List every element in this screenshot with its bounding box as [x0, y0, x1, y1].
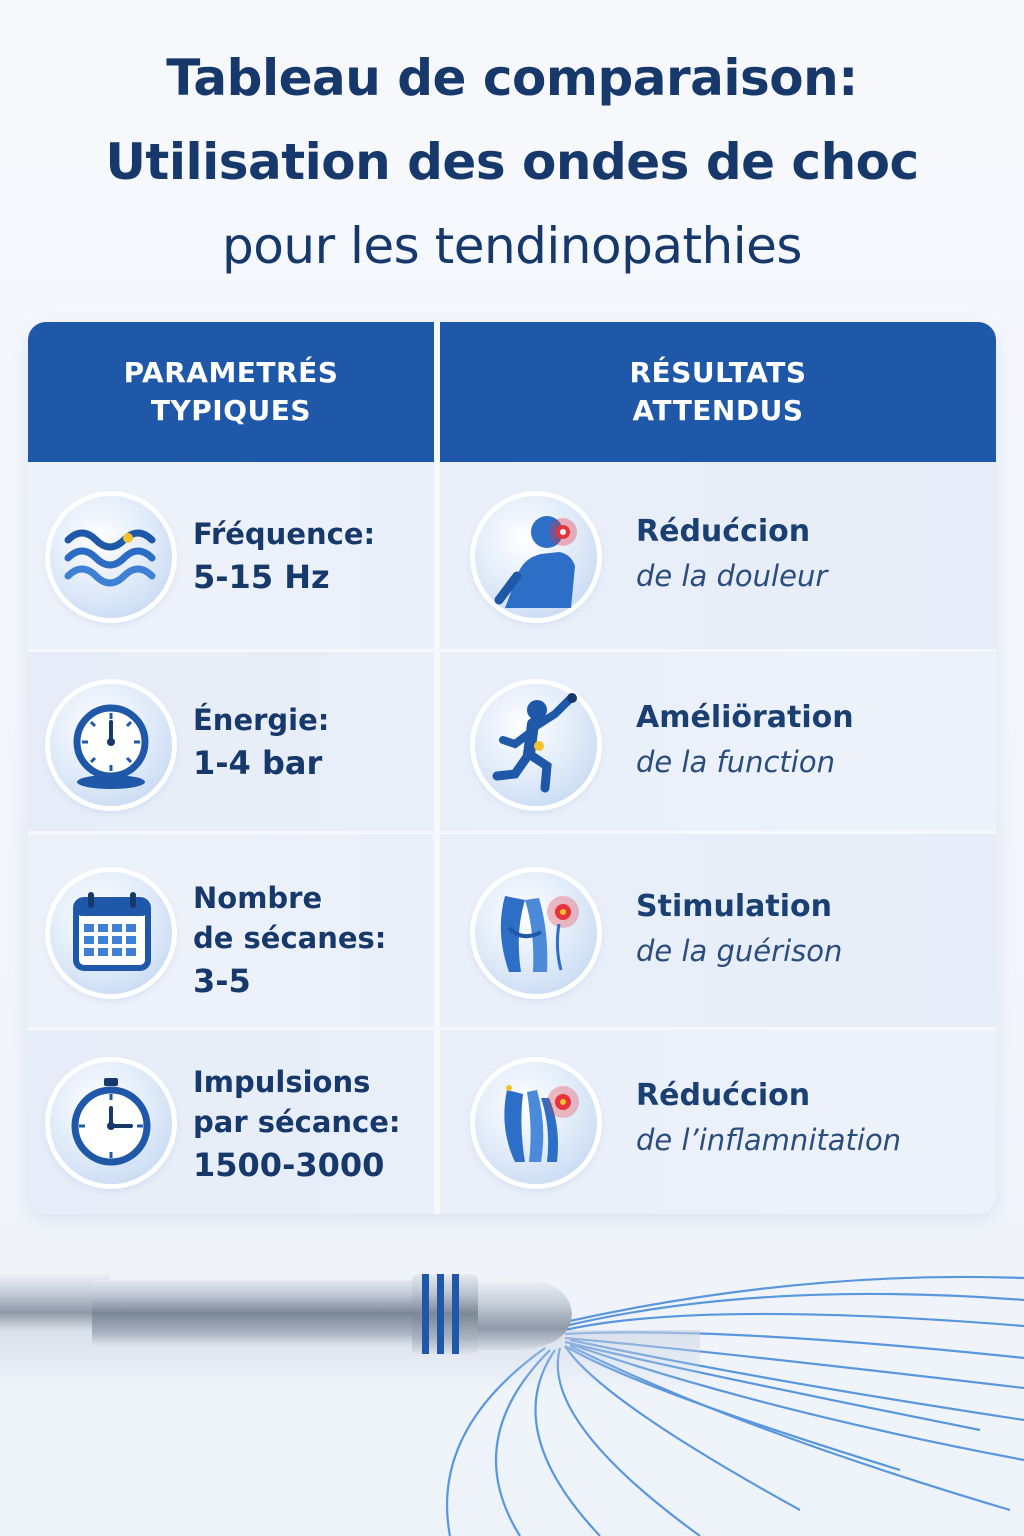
- title-line-2: Utilisation des ondes de choc: [105, 133, 919, 191]
- row-divider: [28, 1027, 996, 1030]
- result-subtitle: de la douleur: [636, 559, 828, 593]
- header-right-line-2: ATTENDUS: [632, 394, 804, 427]
- calendar-icon: [50, 872, 172, 994]
- parameter-label: Fŕéquence:: [193, 517, 376, 551]
- result-title: Stimulation: [636, 889, 832, 924]
- parameter-value: 5-15 Hz: [193, 558, 330, 596]
- result-function-improvement: [636, 696, 854, 784]
- header-parameters: [28, 322, 434, 462]
- result-title: Améliöration: [636, 700, 854, 735]
- shockwave-device-illustration: [0, 1230, 1024, 1536]
- parameter-frequency: [193, 514, 375, 600]
- header-left-line-1: PARAMETRÉS: [123, 356, 339, 389]
- parameter-label: Impulsions: [193, 1065, 371, 1099]
- parameter-energy: [193, 700, 329, 786]
- title-line-3: pour les tendinopathies: [222, 217, 802, 275]
- running-person-icon: [475, 684, 597, 806]
- stopwatch-icon: [50, 1062, 172, 1184]
- result-inflammation-reduction: [636, 1074, 901, 1162]
- gauge-icon: [50, 684, 172, 806]
- result-subtitle: de la guérison: [636, 934, 843, 968]
- header-results: [440, 322, 996, 462]
- result-title: Rédućcion: [636, 514, 811, 549]
- inflammation-icon: [475, 1062, 597, 1184]
- parameter-label: par sécance:: [193, 1105, 401, 1139]
- parameter-label: de sécanes:: [193, 921, 387, 955]
- title-line-1: Tableau de comparaison:: [166, 49, 858, 107]
- parameter-sessions: [193, 878, 386, 1004]
- wave-icon: [50, 496, 172, 618]
- parameter-value: 1500-3000: [193, 1146, 385, 1184]
- result-healing-stimulation: [636, 885, 842, 973]
- parameter-value: 1-4 bar: [193, 744, 323, 782]
- header-left-line-2: TYPIQUES: [150, 394, 312, 427]
- header-right-line-1: RÉSULTATS: [629, 356, 807, 389]
- shoulder-pain-icon: [475, 496, 597, 618]
- tendon-healing-icon: [475, 872, 597, 994]
- comparison-table: [28, 322, 996, 1214]
- parameter-label: Énergie:: [193, 703, 330, 737]
- parameter-value: 3-5: [193, 962, 251, 1000]
- result-title: Rédućcion: [636, 1078, 811, 1113]
- parameter-pulses: [193, 1062, 401, 1188]
- row-divider: [28, 649, 996, 652]
- result-subtitle: de l’inflamnitation: [636, 1123, 902, 1157]
- parameter-label: Nombre: [193, 881, 323, 915]
- row-divider: [28, 831, 996, 834]
- result-pain-reduction: [636, 510, 827, 598]
- column-divider: [434, 322, 440, 1214]
- page-title: [0, 36, 1024, 288]
- result-subtitle: de la function: [636, 745, 835, 779]
